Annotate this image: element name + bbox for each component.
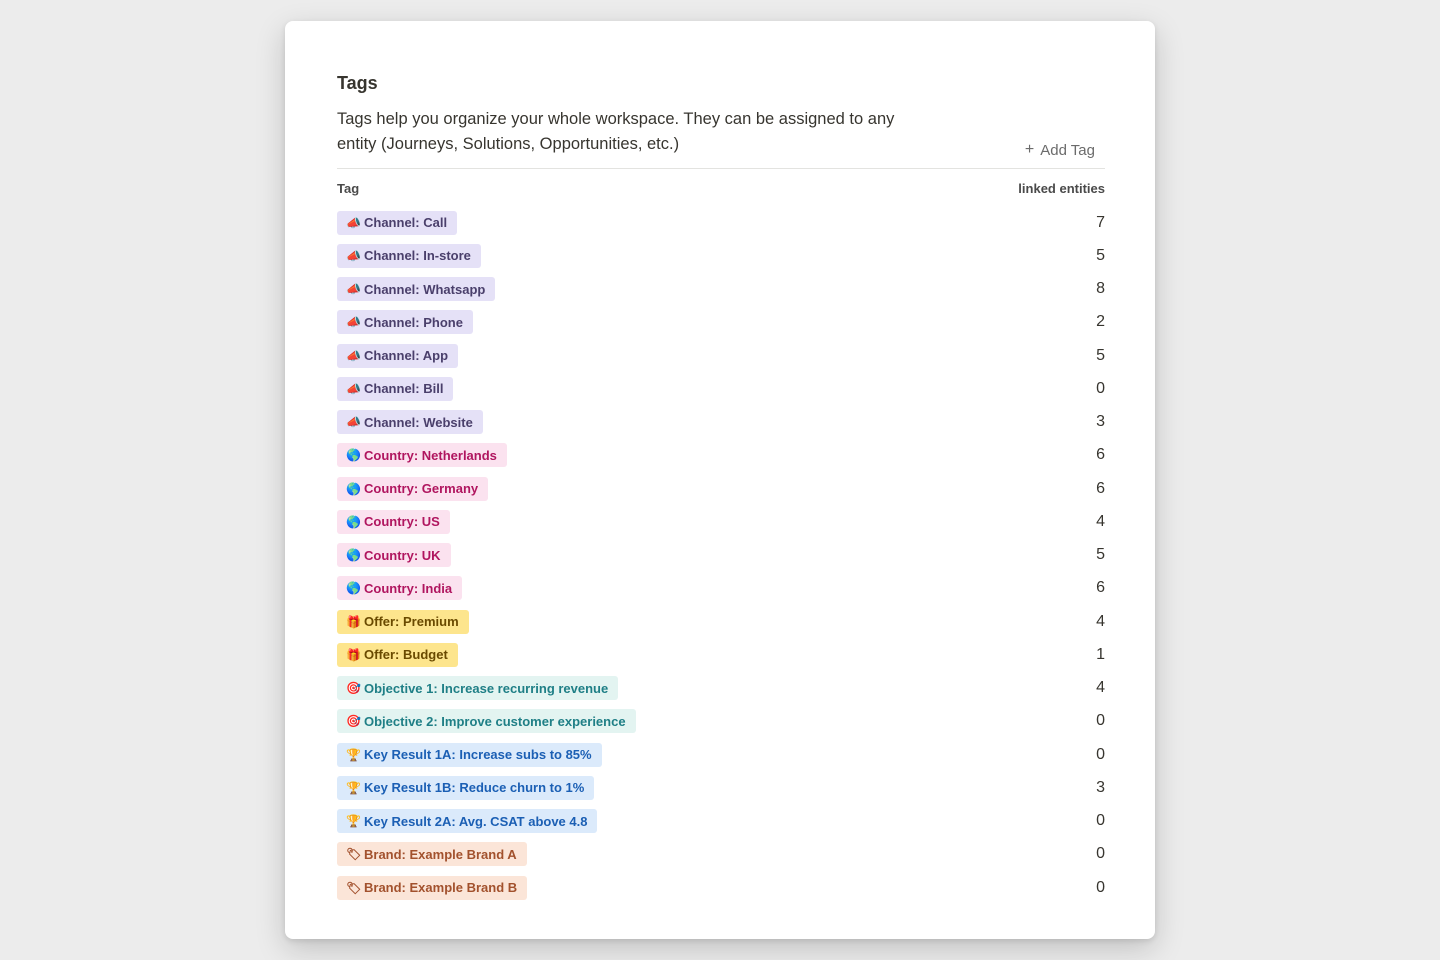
tag-chip[interactable] — [337, 410, 483, 434]
tag-chip[interactable] — [337, 743, 602, 767]
table-row — [337, 871, 1105, 904]
column-header-tag: Tag — [337, 181, 360, 196]
table-row — [337, 539, 1105, 572]
megaphone-icon: 📣 — [346, 282, 361, 297]
tag-chip[interactable] — [337, 277, 495, 301]
table-row — [337, 306, 1105, 339]
tags-panel — [285, 21, 1155, 939]
column-header-linked-entities: linked entities — [1018, 181, 1105, 196]
table-row — [337, 273, 1105, 306]
linked-entities-count: 4 — [1096, 612, 1105, 630]
tag-label: Channel: Website — [364, 414, 473, 430]
panel-description: Tags help you organize your whole workspace. They can be assigned to any entity (Journeys, Solutions, Opportunities, etc.) — [337, 110, 895, 153]
megaphone-icon: 📣 — [346, 348, 361, 363]
tag-label: Brand: Example Brand B — [364, 880, 518, 896]
gift-icon: 🎁 — [346, 614, 361, 629]
linked-entities-count: 5 — [1096, 246, 1105, 264]
trophy-icon: 🏆 — [346, 780, 361, 795]
tag-label: Offer: Premium — [364, 614, 459, 630]
tag-label: Channel: Whatsapp — [364, 281, 486, 297]
tag-chip[interactable] — [337, 211, 457, 235]
tag-chip[interactable] — [337, 576, 462, 600]
target-icon: 🎯 — [346, 681, 361, 696]
linked-entities-count: 7 — [1096, 213, 1105, 231]
linked-entities-count: 0 — [1096, 845, 1105, 863]
tag-label: Key Result 2A: Avg. CSAT above 4.8 — [364, 813, 588, 829]
tag-list — [337, 206, 1105, 904]
tag-chip[interactable] — [337, 643, 458, 667]
table-row — [337, 339, 1105, 372]
megaphone-icon: 📣 — [346, 215, 361, 230]
linked-entities-count: 5 — [1096, 346, 1105, 364]
divider — [337, 168, 1105, 169]
tag-label: Channel: App — [364, 348, 449, 364]
tag-chip[interactable] — [337, 510, 450, 534]
table-row — [337, 771, 1105, 804]
linked-entities-count: 0 — [1096, 745, 1105, 763]
table-row — [337, 505, 1105, 538]
linked-entities-count: 4 — [1096, 679, 1105, 697]
megaphone-icon: 📣 — [346, 248, 361, 263]
linked-entities-count: 3 — [1096, 413, 1105, 431]
megaphone-icon: 📣 — [346, 315, 361, 330]
label-tag-icon: 🏷 — [346, 880, 362, 895]
tag-chip[interactable] — [337, 709, 636, 733]
tag-chip[interactable] — [337, 443, 507, 467]
linked-entities-count: 4 — [1096, 512, 1105, 530]
target-icon: 🎯 — [346, 714, 361, 729]
linked-entities-count: 6 — [1096, 579, 1105, 597]
trophy-icon: 🏆 — [346, 814, 361, 829]
linked-entities-count: 0 — [1096, 379, 1105, 397]
table-row — [337, 638, 1105, 671]
tag-chip[interactable] — [337, 344, 458, 368]
tag-chip[interactable] — [337, 610, 469, 634]
trophy-icon: 🏆 — [346, 747, 361, 762]
linked-entities-count: 6 — [1096, 479, 1105, 497]
globe-icon: 🌎 — [346, 514, 361, 529]
tag-label: Channel: Bill — [364, 381, 444, 397]
tag-label: Country: Germany — [364, 481, 479, 497]
table-row — [337, 738, 1105, 771]
plus-icon: + — [1024, 141, 1035, 158]
linked-entities-count: 3 — [1096, 778, 1105, 796]
table-header — [337, 181, 1105, 196]
tag-label: Channel: Phone — [364, 314, 463, 330]
table-row — [337, 372, 1105, 405]
tag-chip[interactable] — [337, 244, 481, 268]
tag-chip[interactable] — [337, 477, 488, 501]
linked-entities-count: 6 — [1096, 446, 1105, 464]
linked-entities-count: 0 — [1096, 812, 1105, 830]
linked-entities-count: 2 — [1096, 313, 1105, 331]
table-row — [337, 705, 1105, 738]
linked-entities-count: 5 — [1096, 546, 1105, 564]
globe-icon: 🌎 — [346, 548, 361, 563]
tag-label: Key Result 1B: Reduce churn to 1% — [364, 780, 585, 796]
tag-chip[interactable] — [337, 543, 451, 567]
tag-label: Channel: In-store — [364, 248, 471, 264]
tag-chip[interactable] — [337, 676, 618, 700]
table-row — [337, 838, 1105, 871]
globe-icon: 🌎 — [346, 581, 361, 596]
tag-chip[interactable] — [337, 310, 473, 334]
tag-label: Country: US — [364, 514, 440, 530]
table-row — [337, 605, 1105, 638]
panel-title: Tags — [337, 73, 378, 93]
table-row — [337, 239, 1105, 272]
globe-icon: 🌎 — [346, 481, 361, 496]
table-row — [337, 672, 1105, 705]
tag-chip[interactable] — [337, 809, 597, 833]
tag-label: Channel: Call — [364, 215, 448, 231]
linked-entities-count: 0 — [1096, 878, 1105, 896]
linked-entities-count: 1 — [1096, 645, 1105, 663]
tag-label: Brand: Example Brand A — [364, 846, 517, 862]
add-tag-button[interactable] — [1025, 139, 1095, 161]
linked-entities-count: 0 — [1096, 712, 1105, 730]
add-tag-label: Add Tag — [1040, 141, 1095, 159]
tag-label: Country: Netherlands — [364, 447, 497, 463]
tag-chip[interactable] — [337, 776, 594, 800]
table-row — [337, 439, 1105, 472]
table-row — [337, 572, 1105, 605]
tag-label: Key Result 1A: Increase subs to 85% — [364, 747, 592, 763]
globe-icon: 🌎 — [346, 448, 361, 463]
table-row — [337, 805, 1105, 838]
tag-chip[interactable] — [337, 842, 527, 866]
table-row — [337, 406, 1105, 439]
tag-label: Country: UK — [364, 547, 441, 563]
tag-label: Offer: Budget — [364, 647, 448, 663]
linked-entities-count: 8 — [1096, 280, 1105, 298]
megaphone-icon: 📣 — [346, 415, 361, 430]
megaphone-icon: 📣 — [346, 381, 361, 396]
table-row — [337, 472, 1105, 505]
tag-label: Objective 1: Increase recurring revenue — [364, 680, 609, 696]
tag-label: Objective 2: Improve customer experience — [364, 713, 626, 729]
gift-icon: 🎁 — [346, 647, 361, 662]
label-tag-icon: 🏷 — [346, 847, 362, 862]
tag-chip[interactable] — [337, 876, 527, 900]
tag-chip[interactable] — [337, 377, 453, 401]
table-row — [337, 206, 1105, 239]
tag-label: Country: India — [364, 580, 453, 596]
